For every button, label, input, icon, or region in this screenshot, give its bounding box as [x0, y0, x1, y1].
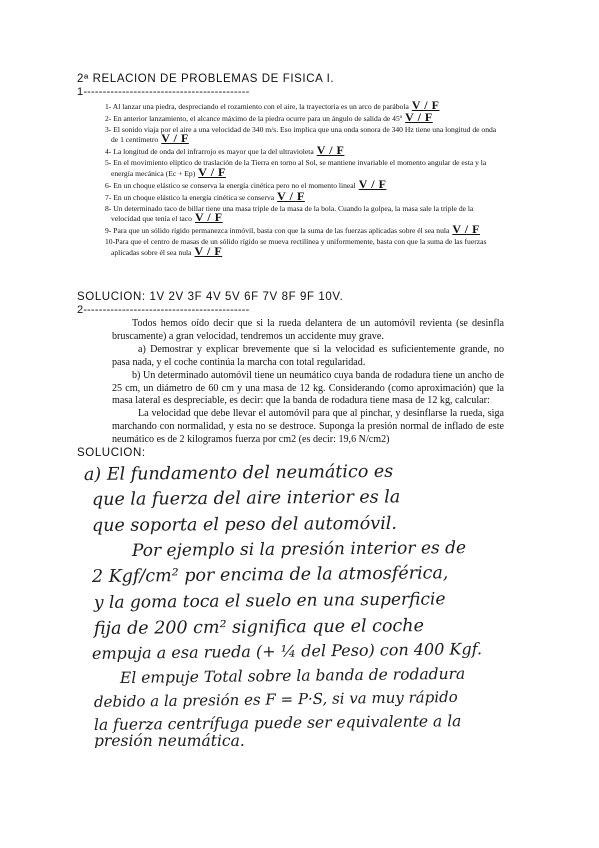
true-false-mark: V / F — [161, 131, 189, 146]
question-text: 7- En un choque elástico la energía cinética se conserva — [105, 192, 275, 202]
true-false-mark: V / F — [358, 176, 387, 191]
true-false-mark: V / F — [411, 98, 440, 112]
problem-part-b-question: La velocidad que debe llevar el automóvil para que al pinchar, y desinflarse la rueda, siga marchando con normalidad, y esta no se destroce. Suponga la presión normal de inflado de este neumático es de 2 kilogramos fuerza por cm2 (es decir: 19,6 N/cm2) — [112, 408, 504, 446]
question-item — [105, 158, 500, 178]
page-title: 2ª RELACION DE PROBLEMAS DE FISICA I. — [77, 73, 335, 85]
question-text: 10-Para que el centro de masas de un sólido rígido se mueva rectilínea y uniformemente, basta con que la suma de las fuerzas aplicadas sobre él sea nula — [105, 237, 487, 257]
question-item — [105, 110, 500, 124]
question-item — [105, 237, 500, 257]
true-false-mark: V / F — [277, 188, 305, 203]
handwritten-line: 2 Kgf/cm² por encima de la atmosférica, — [91, 563, 449, 587]
true-false-mark: V / F — [316, 143, 345, 158]
true-false-mark: V / F — [198, 164, 226, 179]
problem-part-a: a) Demostrar y explicar brevemente que si la velocidad es suficientemente grande, no pasa nada, y el coche continúa la marcha con total regularidad. — [112, 343, 504, 368]
section-1-separator: 1------------------------------------------- — [77, 86, 250, 98]
question-text: 6- En un choque elástico se conserva la energía cinética pero no el momento lineal — [105, 180, 356, 190]
question-list — [105, 98, 500, 259]
question-text: 4- La longitud de onda del infrarrojo es mayor que la del ultravioleta — [105, 147, 314, 157]
handwritten-line: empuja a esa rueda (+ ¼ del Peso) con 400 Kgf. — [91, 639, 483, 663]
handwritten-line: que la fuerza del aire interior es la — [91, 487, 401, 510]
question-text: 2- En anterior lanzamiento, el alcance máximo de la piedra ocurre para un ángulo de salida de 45º — [105, 114, 403, 123]
question-item — [105, 204, 500, 224]
solution-1: SOLUCION: 1V 2V 3F 4V 5V 6F 7V 8F 9F 10V. — [77, 291, 344, 303]
section-2-separator: 2------------------------------------------- — [77, 304, 250, 316]
true-false-mark: V / F — [452, 222, 480, 237]
question-text: 9- Para que un sólido rígido permanezca inmóvil, basta con que la suma de las fuerzas aplicadas sobre él sea nula — [105, 226, 450, 236]
question-text: 5- En el movimiento elíptico de traslación de la Tierra en torno al Sol, se mantiene invariable el momento angular de esta y la energía mecánica (Ec + Ep) — [105, 158, 487, 178]
question-text: 1- Al lanzar una piedra, despreciando el rozamiento con el aire, la trayectoria es un arco de parábola — [105, 102, 409, 111]
handwritten-line: que soporta el peso del automóvil. — [91, 513, 397, 536]
question-item — [105, 143, 500, 158]
handwritten-line: a) El fundamento del neumático es — [83, 461, 394, 485]
question-text: 8- Un determinado taco de billar tiene una masa triple de la masa de la bola. Cuando la golpea, la masa sale la triple de la velocidad que tenía el taco — [105, 203, 474, 224]
question-item — [105, 125, 500, 145]
problem-part-b: b) Un determinado automóvil tiene un neumático cuya banda de rodadura tiene un ancho de 25 cm, un diámetro de 60 cm y una masa de 12 kg. Considerando (como aproximación) que la masa lateral es despreciable, es decir: que la banda de rodadura tiene masa de 12 kg, calcular: — [112, 369, 504, 407]
problem-intro: Todos hemos oído decir que si la rueda delantera de un automóvil revienta (se desinfla bruscamente) a gran velocidad, tendremos un accidente muy grave. — [112, 318, 504, 342]
handwritten-line: la fuerza centrífuga puede ser equivalente a la — [93, 712, 462, 734]
question-item — [105, 222, 500, 237]
handwritten-line: El empuje Total sobre la banda de rodadura — [119, 664, 466, 687]
problem-2 — [112, 318, 504, 447]
question-item — [105, 188, 500, 203]
handwritten-line: Por ejemplo si la presión interior es de — [131, 538, 467, 561]
question-text: 3- El sonido viaja por el aire a una velocidad de 340 m/s. Eso implica que una onda sonora de 340 Hz tiene una longitud de onda de 1 centímetro — [105, 125, 497, 145]
handwritten-line: fija de 200 cm² significa que el coche — [93, 616, 424, 639]
handwritten-solution — [80, 458, 520, 748]
handwritten-line: debido a la presión es F = P·S, si va muy rápido — [93, 687, 458, 711]
solution-2-label: SOLUCION: — [77, 447, 146, 459]
true-false-mark: V / F — [194, 210, 223, 225]
handwritten-line: presión neumática. — [94, 732, 245, 748]
question-item — [105, 98, 500, 112]
true-false-mark: V / F — [405, 110, 433, 124]
handwritten-line: y la goma toca el suelo en una superficie — [93, 589, 446, 613]
true-false-mark: V / F — [194, 243, 223, 258]
